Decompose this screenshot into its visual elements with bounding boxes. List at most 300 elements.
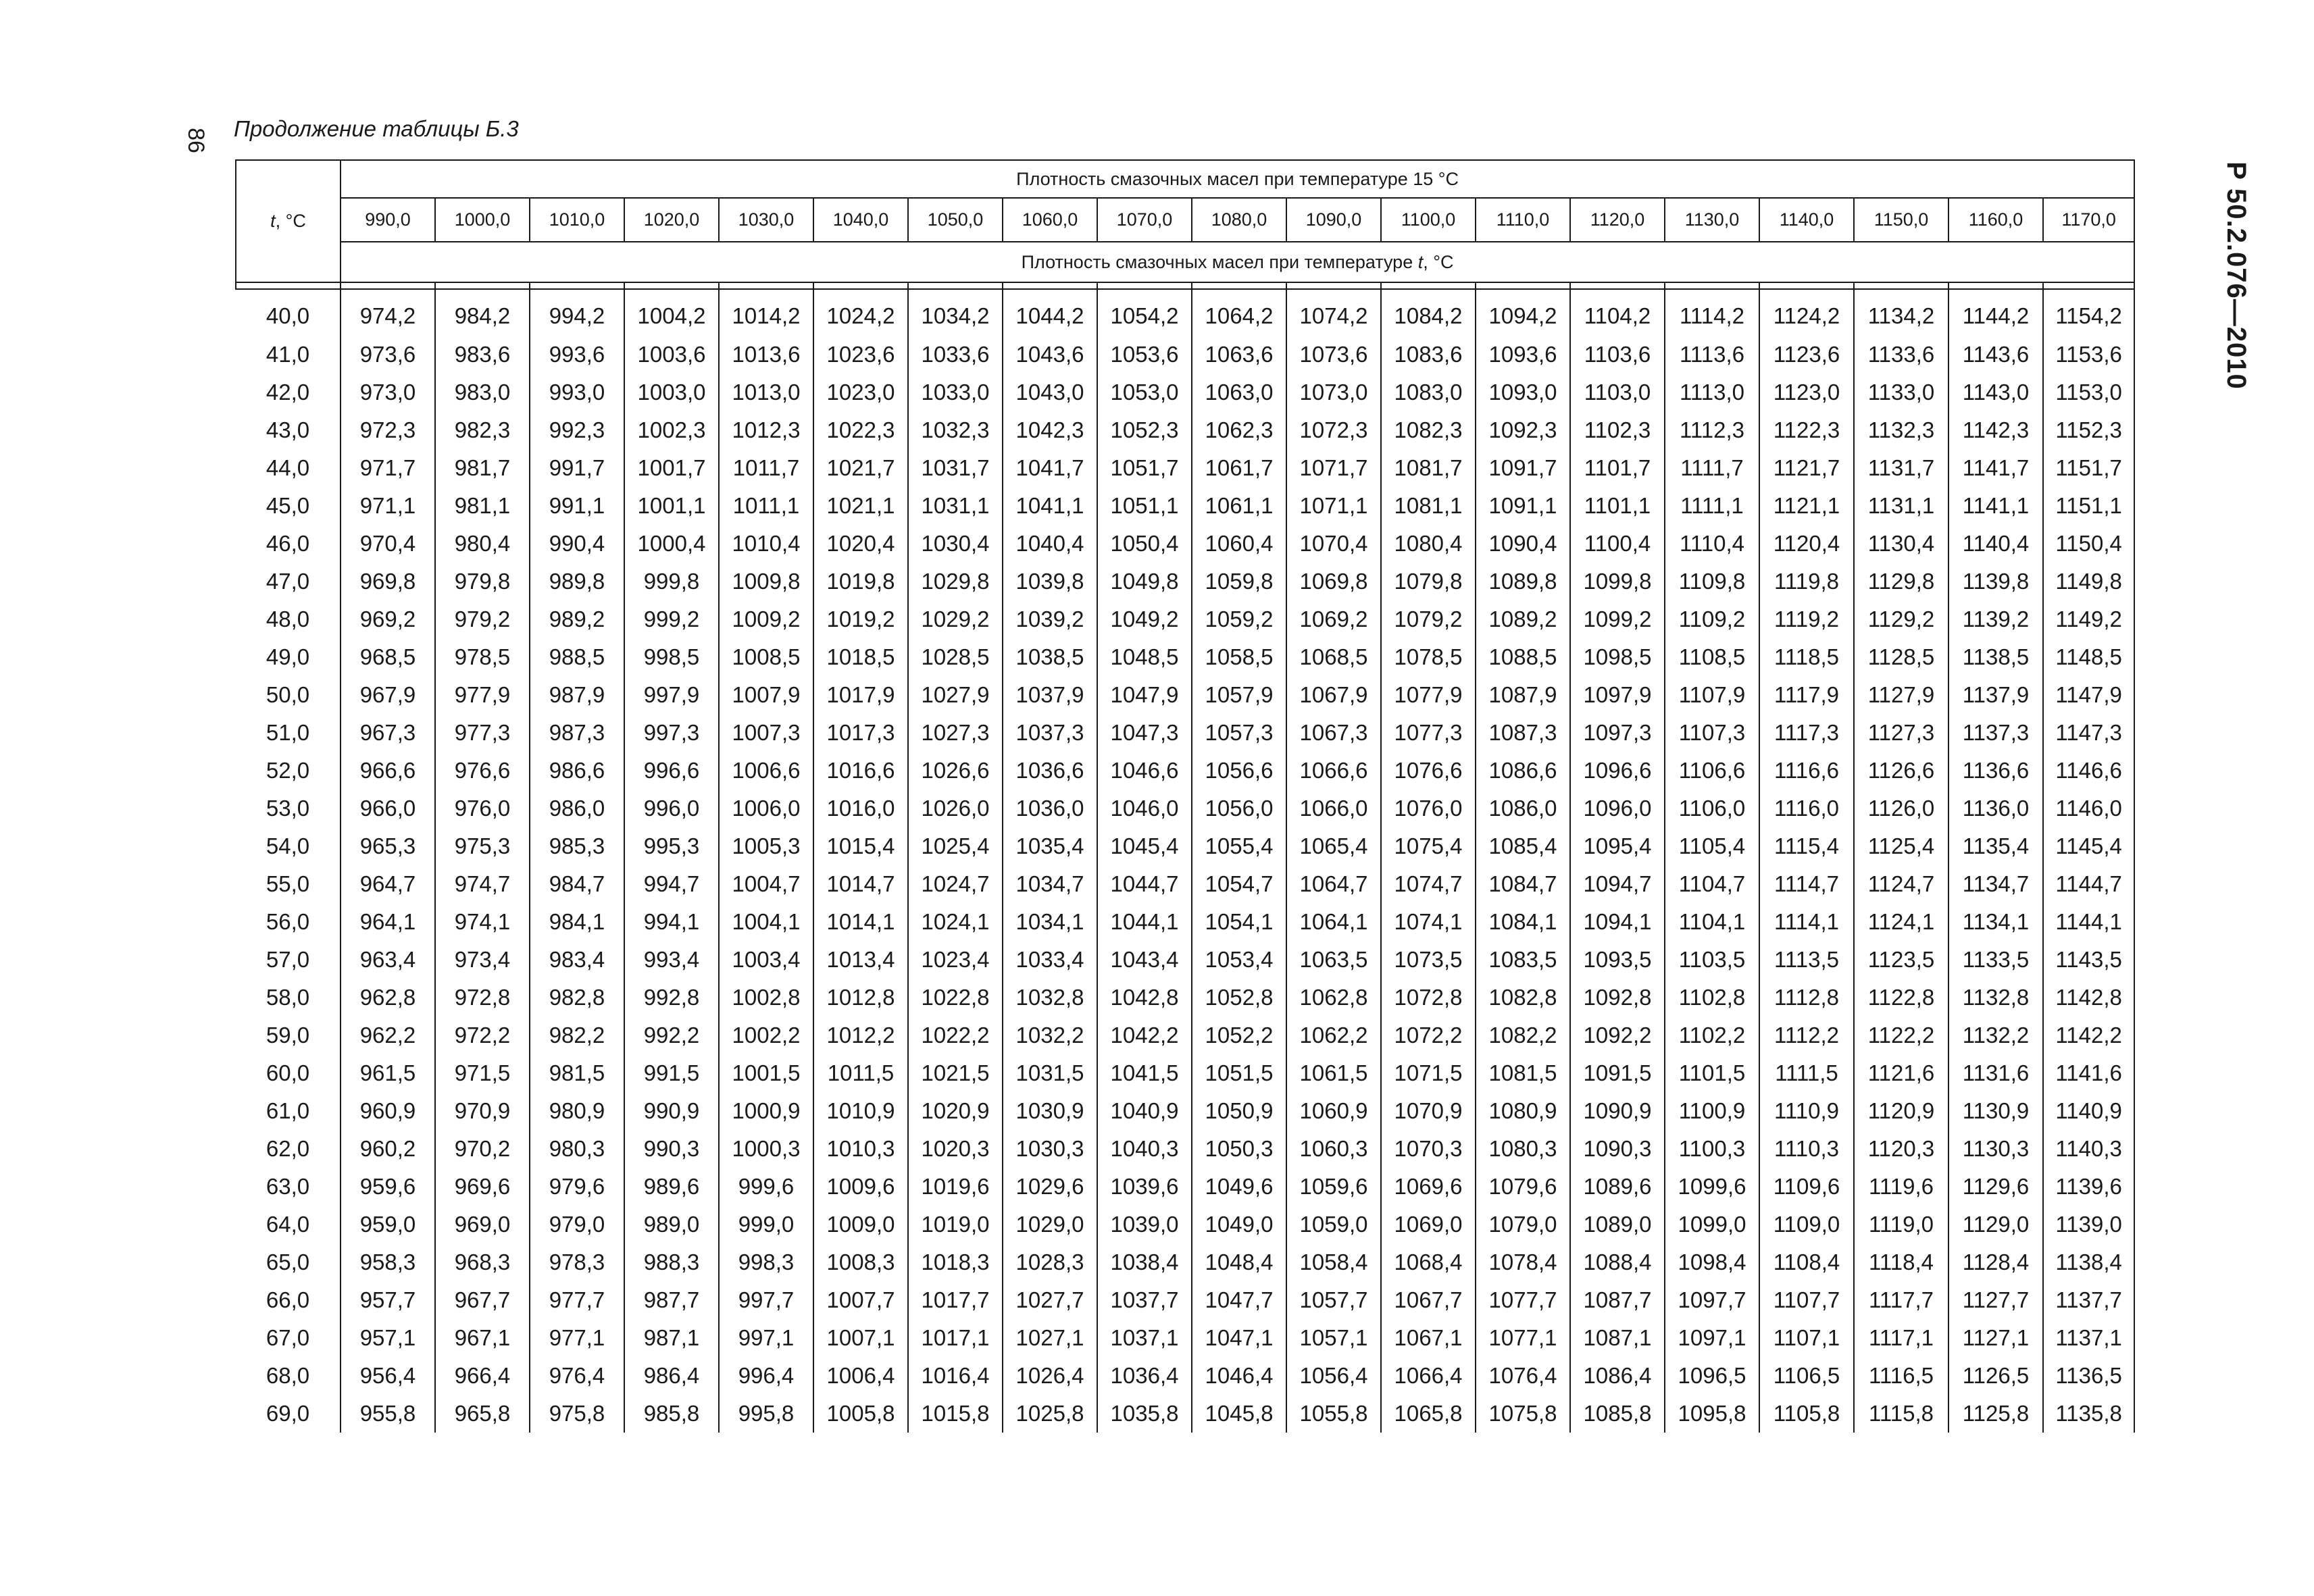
density-cell: 1023,4 (908, 941, 1003, 979)
density-cell: 1080,3 (1476, 1130, 1570, 1168)
density-cell: 1125,4 (1854, 827, 1948, 865)
density-cell: 1123,6 (1759, 336, 1854, 374)
density-cell: 1103,6 (1570, 336, 1665, 374)
density-cell: 1023,0 (813, 374, 908, 411)
temperature-cell: 49,0 (236, 638, 341, 676)
density-cell: 1049,6 (1192, 1168, 1286, 1206)
density-cell: 1020,4 (813, 525, 908, 563)
density-cell: 961,5 (341, 1054, 435, 1092)
density-cell: 1102,8 (1665, 979, 1759, 1016)
density-cell: 1041,5 (1097, 1054, 1192, 1092)
density-cell: 997,7 (719, 1281, 813, 1319)
density-cell: 1032,2 (1003, 1016, 1097, 1054)
density-cell: 1021,5 (908, 1054, 1003, 1092)
density-cell: 1100,9 (1665, 1092, 1759, 1130)
density-column-header: 1150,0 (1854, 198, 1948, 242)
temperature-cell: 50,0 (236, 676, 341, 714)
page-number: 86 (183, 128, 209, 153)
density-cell: 1050,3 (1192, 1130, 1286, 1168)
density-cell: 1044,7 (1097, 865, 1192, 903)
density-cell: 969,0 (435, 1206, 530, 1243)
density-cell: 1084,2 (1381, 289, 1476, 336)
density-cell: 1103,5 (1665, 941, 1759, 979)
density-cell: 1018,5 (813, 638, 908, 676)
density-cell: 1100,3 (1665, 1130, 1759, 1168)
density-cell: 1067,9 (1286, 676, 1381, 714)
density-cell: 995,3 (624, 827, 719, 865)
density-cell: 1027,9 (908, 676, 1003, 714)
density-cell: 1067,7 (1381, 1281, 1476, 1319)
density-cell: 1057,1 (1286, 1319, 1381, 1357)
density-cell: 1138,4 (2043, 1243, 2134, 1281)
density-cell: 1063,5 (1286, 941, 1381, 979)
density-cell: 1066,6 (1286, 752, 1381, 790)
density-cell: 1003,0 (624, 374, 719, 411)
table-row (236, 411, 2134, 449)
density-cell: 1037,3 (1003, 714, 1097, 752)
density-cell: 1001,1 (624, 487, 719, 525)
density-cell: 1131,7 (1854, 449, 1948, 487)
table-row (236, 600, 2134, 638)
density-cell: 995,8 (719, 1395, 813, 1433)
density-cell: 968,3 (435, 1243, 530, 1281)
density-cell: 1049,0 (1192, 1206, 1286, 1243)
density-cell: 1130,9 (1948, 1092, 2043, 1130)
density-column-header: 1030,0 (719, 198, 813, 242)
density-cell: 1006,4 (813, 1357, 908, 1395)
density-cell: 1070,3 (1381, 1130, 1476, 1168)
density-cell: 1017,1 (908, 1319, 1003, 1357)
density-cell: 973,4 (435, 941, 530, 979)
density-cell: 958,3 (341, 1243, 435, 1281)
density-cell: 1003,6 (624, 336, 719, 374)
density-cell: 1053,6 (1097, 336, 1192, 374)
density-cell: 978,5 (435, 638, 530, 676)
density-cell: 1000,9 (719, 1092, 813, 1130)
density-cell: 1013,6 (719, 336, 813, 374)
density-cell: 991,5 (624, 1054, 719, 1092)
density-cell: 996,0 (624, 790, 719, 827)
celsius-unit: , °C (275, 211, 306, 231)
density-column-headers (236, 198, 2134, 242)
density-cell: 1102,3 (1570, 411, 1665, 449)
density-cell: 1066,4 (1381, 1357, 1476, 1395)
separator-cell (1192, 282, 1286, 289)
density-cell: 1055,4 (1192, 827, 1286, 865)
density-cell: 1056,6 (1192, 752, 1286, 790)
density-cell: 1071,7 (1286, 449, 1381, 487)
density-cell: 1009,0 (813, 1206, 908, 1243)
density-cell: 1123,5 (1854, 941, 1948, 979)
density-cell: 987,3 (530, 714, 624, 752)
density-cell: 1086,0 (1476, 790, 1570, 827)
density-cell: 1112,8 (1759, 979, 1854, 1016)
density-cell: 1035,4 (1003, 827, 1097, 865)
density-cell: 1031,1 (908, 487, 1003, 525)
table-row (236, 1243, 2134, 1281)
separator-cell (236, 282, 341, 289)
density-cell: 1129,2 (1854, 600, 1948, 638)
density-cell: 1083,0 (1381, 374, 1476, 411)
temperature-column-header (236, 160, 341, 282)
density-cell: 1091,1 (1476, 487, 1570, 525)
density-cell: 1025,4 (908, 827, 1003, 865)
t-symbol: t (270, 211, 276, 231)
density-cell: 1026,4 (1003, 1357, 1097, 1395)
density-cell: 963,4 (341, 941, 435, 979)
density-cell: 1139,6 (2043, 1168, 2134, 1206)
density-t-header (341, 242, 2134, 282)
temperature-cell: 68,0 (236, 1357, 341, 1395)
density-cell: 1072,8 (1381, 979, 1476, 1016)
density-cell: 1076,0 (1381, 790, 1476, 827)
density-cell: 1107,7 (1759, 1281, 1854, 1319)
density-cell: 1093,5 (1570, 941, 1665, 979)
temperature-cell: 53,0 (236, 790, 341, 827)
density-column-header: 1080,0 (1192, 198, 1286, 242)
density-cell: 1047,7 (1192, 1281, 1286, 1319)
density-cell: 999,6 (719, 1168, 813, 1206)
density-cell: 1017,3 (813, 714, 908, 752)
density-cell: 1108,4 (1759, 1243, 1854, 1281)
density-cell: 980,9 (530, 1092, 624, 1130)
table-row (236, 790, 2134, 827)
density-cell: 1082,8 (1476, 979, 1570, 1016)
separator-cell (1476, 282, 1570, 289)
density-cell: 1143,6 (1948, 336, 2043, 374)
density-column-header: 1140,0 (1759, 198, 1854, 242)
density-cell: 1082,3 (1381, 411, 1476, 449)
density-cell: 1113,6 (1665, 336, 1759, 374)
density-cell: 1139,2 (1948, 600, 2043, 638)
density-cell: 1107,3 (1665, 714, 1759, 752)
density-cell: 1071,1 (1286, 487, 1381, 525)
density-cell: 1040,9 (1097, 1092, 1192, 1130)
table-row (236, 714, 2134, 752)
density-cell: 1022,3 (813, 411, 908, 449)
density-cell: 957,1 (341, 1319, 435, 1357)
density-cell: 1082,2 (1476, 1016, 1570, 1054)
density-cell: 1079,6 (1476, 1168, 1570, 1206)
density-cell: 1060,3 (1286, 1130, 1381, 1168)
density-cell: 1025,8 (1003, 1395, 1097, 1433)
density-cell: 1130,4 (1854, 525, 1948, 563)
density-cell: 1110,9 (1759, 1092, 1854, 1130)
density-cell: 1065,8 (1381, 1395, 1476, 1433)
density-cell: 1131,6 (1948, 1054, 2043, 1092)
density-cell: 1140,4 (1948, 525, 2043, 563)
density-cell: 974,1 (435, 903, 530, 941)
temperature-cell: 66,0 (236, 1281, 341, 1319)
table-row (236, 1357, 2134, 1395)
density-cell: 1007,3 (719, 714, 813, 752)
density-cell: 1017,7 (908, 1281, 1003, 1319)
density-cell: 1081,5 (1476, 1054, 1570, 1092)
density-cell: 970,9 (435, 1092, 530, 1130)
density-cell: 967,9 (341, 676, 435, 714)
header-separator (236, 282, 2134, 289)
density-cell: 1024,7 (908, 865, 1003, 903)
density-column-header: 1050,0 (908, 198, 1003, 242)
density-cell: 992,8 (624, 979, 719, 1016)
density-cell: 965,3 (341, 827, 435, 865)
density-cell: 1004,7 (719, 865, 813, 903)
density-cell: 1036,0 (1003, 790, 1097, 827)
density-cell: 1044,1 (1097, 903, 1192, 941)
density-cell: 1039,2 (1003, 600, 1097, 638)
density-cell: 1108,5 (1665, 638, 1759, 676)
density-table (235, 159, 2135, 1433)
density-cell: 994,1 (624, 903, 719, 941)
density-cell: 1137,7 (2043, 1281, 2134, 1319)
density-cell: 971,7 (341, 449, 435, 487)
density-cell: 960,9 (341, 1092, 435, 1130)
density-cell: 1104,2 (1570, 289, 1665, 336)
density-cell: 1097,7 (1665, 1281, 1759, 1319)
density-cell: 1134,1 (1948, 903, 2043, 941)
density-cell: 1051,7 (1097, 449, 1192, 487)
density-cell: 989,8 (530, 563, 624, 600)
density-cell: 1077,7 (1476, 1281, 1570, 1319)
density-cell: 1101,5 (1665, 1054, 1759, 1092)
density-cell: 1124,7 (1854, 865, 1948, 903)
density-cell: 1111,5 (1759, 1054, 1854, 1092)
density-cell: 1011,7 (719, 449, 813, 487)
density-cell: 1089,0 (1570, 1206, 1665, 1243)
density-cell: 1087,7 (1570, 1281, 1665, 1319)
density-cell: 1105,4 (1665, 827, 1759, 865)
density-cell: 1012,2 (813, 1016, 908, 1054)
density-cell: 971,1 (341, 487, 435, 525)
density-cell: 1019,8 (813, 563, 908, 600)
density-cell: 1115,4 (1759, 827, 1854, 865)
density-cell: 1077,3 (1381, 714, 1476, 752)
density-cell: 1107,1 (1759, 1319, 1854, 1357)
density-cell: 1060,9 (1286, 1092, 1381, 1130)
density-cell: 1133,6 (1854, 336, 1948, 374)
density-cell: 1129,0 (1948, 1206, 2043, 1243)
density-cell: 1151,1 (2043, 487, 2134, 525)
density-column-header: 1000,0 (435, 198, 530, 242)
density-cell: 1150,4 (2043, 525, 2134, 563)
density-cell: 1020,3 (908, 1130, 1003, 1168)
density-cell: 986,6 (530, 752, 624, 790)
density-cell: 1087,9 (1476, 676, 1570, 714)
density-cell: 1117,7 (1854, 1281, 1948, 1319)
density-column-header: 1160,0 (1948, 198, 2043, 242)
density-cell: 1096,0 (1570, 790, 1665, 827)
density-cell: 1093,0 (1476, 374, 1570, 411)
temperature-cell: 57,0 (236, 941, 341, 979)
density-cell: 1064,7 (1286, 865, 1381, 903)
density-cell: 1007,9 (719, 676, 813, 714)
density-cell: 1033,0 (908, 374, 1003, 411)
density-cell: 966,6 (341, 752, 435, 790)
density-cell: 1000,3 (719, 1130, 813, 1168)
table-row (236, 1092, 2134, 1130)
density-cell: 967,1 (435, 1319, 530, 1357)
density-cell: 1091,7 (1476, 449, 1570, 487)
density-cell: 1073,0 (1286, 374, 1381, 411)
density-cell: 1004,1 (719, 903, 813, 941)
table-row (236, 336, 2134, 374)
density-cell: 1109,8 (1665, 563, 1759, 600)
density-cell: 1073,6 (1286, 336, 1381, 374)
density-cell: 1128,5 (1854, 638, 1948, 676)
density-cell: 1136,0 (1948, 790, 2043, 827)
density-cell: 993,6 (530, 336, 624, 374)
document-code: Р 50.2.076—2010 (2221, 161, 2252, 390)
density-column-header: 1020,0 (624, 198, 719, 242)
density-cell: 1014,2 (719, 289, 813, 336)
density-cell: 1152,3 (2043, 411, 2134, 449)
density-cell: 1136,6 (1948, 752, 2043, 790)
density-cell: 1143,5 (2043, 941, 2134, 979)
density-cell: 1037,9 (1003, 676, 1097, 714)
density-cell: 1010,4 (719, 525, 813, 563)
table-row (236, 1281, 2134, 1319)
density-cell: 1046,4 (1192, 1357, 1286, 1395)
density-cell: 1094,7 (1570, 865, 1665, 903)
table-row (236, 752, 2134, 790)
table-row (236, 1319, 2134, 1357)
density-cell: 979,6 (530, 1168, 624, 1206)
separator-cell (813, 282, 908, 289)
density-column-header: 1070,0 (1097, 198, 1192, 242)
density-cell: 1126,0 (1854, 790, 1948, 827)
density-cell: 1109,6 (1759, 1168, 1854, 1206)
density-cell: 983,0 (435, 374, 530, 411)
density-cell: 1035,8 (1097, 1395, 1192, 1433)
density-cell: 1041,1 (1003, 487, 1097, 525)
density-cell: 1050,9 (1192, 1092, 1286, 1130)
density-cell: 1067,1 (1381, 1319, 1476, 1357)
temperature-cell: 45,0 (236, 487, 341, 525)
density-cell: 1083,6 (1381, 336, 1476, 374)
density-cell: 1064,2 (1192, 289, 1286, 336)
table-row (236, 1206, 2134, 1243)
density-cell: 1034,2 (908, 289, 1003, 336)
density-cell: 1149,2 (2043, 600, 2134, 638)
density-cell: 1030,4 (908, 525, 1003, 563)
density-cell: 1061,7 (1192, 449, 1286, 487)
density-cell: 1122,8 (1854, 979, 1948, 1016)
density-cell: 1013,0 (719, 374, 813, 411)
density-cell: 1052,2 (1192, 1016, 1286, 1054)
density-cell: 1005,8 (813, 1395, 908, 1433)
separator-cell (1003, 282, 1097, 289)
density-cell: 1096,6 (1570, 752, 1665, 790)
density-cell: 1011,1 (719, 487, 813, 525)
density-cell: 1043,0 (1003, 374, 1097, 411)
density-cell: 1070,9 (1381, 1092, 1476, 1130)
density-cell: 1122,3 (1759, 411, 1854, 449)
density-cell: 1127,1 (1948, 1319, 2043, 1357)
density-cell: 1029,8 (908, 563, 1003, 600)
density-cell: 1107,9 (1665, 676, 1759, 714)
density-cell: 991,1 (530, 487, 624, 525)
density-cell: 1001,5 (719, 1054, 813, 1092)
temperature-cell: 61,0 (236, 1092, 341, 1130)
density-cell: 1027,7 (1003, 1281, 1097, 1319)
temperature-cell: 54,0 (236, 827, 341, 865)
density-cell: 997,1 (719, 1319, 813, 1357)
table-row (236, 563, 2134, 600)
density-cell: 1080,9 (1476, 1092, 1570, 1130)
density-cell: 1027,3 (908, 714, 1003, 752)
density-cell: 1086,4 (1570, 1357, 1665, 1395)
density-cell: 1124,1 (1854, 903, 1948, 941)
density-cell: 987,9 (530, 676, 624, 714)
density-cell: 1015,8 (908, 1395, 1003, 1433)
density-cell: 1071,5 (1381, 1054, 1476, 1092)
table-row (236, 1395, 2134, 1433)
celsius-unit: , °C (1423, 251, 1454, 272)
density-cell: 1034,1 (1003, 903, 1097, 941)
table-row (236, 638, 2134, 676)
separator-cell (341, 282, 435, 289)
density-cell: 1133,0 (1854, 374, 1948, 411)
density-cell: 1045,8 (1192, 1395, 1286, 1433)
separator-cell (908, 282, 1003, 289)
density-cell: 1092,2 (1570, 1016, 1665, 1054)
density-cell: 1015,4 (813, 827, 908, 865)
density-cell: 989,0 (624, 1206, 719, 1243)
density-cell: 1009,2 (719, 600, 813, 638)
density-cell: 1139,0 (2043, 1206, 2134, 1243)
density-cell: 1039,8 (1003, 563, 1097, 600)
density-cell: 1097,9 (1570, 676, 1665, 714)
density-cell: 1048,5 (1097, 638, 1192, 676)
table-row (236, 827, 2134, 865)
table-row (236, 676, 2134, 714)
density-cell: 1074,2 (1286, 289, 1381, 336)
density-cell: 1042,3 (1003, 411, 1097, 449)
density-cell: 1058,5 (1192, 638, 1286, 676)
density-cell: 1029,0 (1003, 1206, 1097, 1243)
density-cell: 989,6 (624, 1168, 719, 1206)
density-cell: 1102,2 (1665, 1016, 1759, 1054)
density-cell: 1132,8 (1948, 979, 2043, 1016)
density-cell: 967,7 (435, 1281, 530, 1319)
density-cell: 973,6 (341, 336, 435, 374)
density-cell: 964,1 (341, 903, 435, 941)
density-cell: 1026,6 (908, 752, 1003, 790)
separator-cell (1854, 282, 1948, 289)
density-cell: 1127,7 (1948, 1281, 2043, 1319)
density-cell: 998,3 (719, 1243, 813, 1281)
density-cell: 1151,7 (2043, 449, 2134, 487)
density-cell: 975,3 (435, 827, 530, 865)
density-cell: 1053,0 (1097, 374, 1192, 411)
density-cell: 1126,5 (1948, 1357, 2043, 1395)
density-cell: 1045,4 (1097, 827, 1192, 865)
density-cell: 1148,5 (2043, 638, 2134, 676)
density-cell: 1078,5 (1381, 638, 1476, 676)
density-cell: 1068,5 (1286, 638, 1381, 676)
density-cell: 966,0 (341, 790, 435, 827)
density-column-header: 1100,0 (1381, 198, 1476, 242)
density-cell: 1135,4 (1948, 827, 2043, 865)
density-cell: 1059,6 (1286, 1168, 1381, 1206)
density-cell: 1129,6 (1948, 1168, 2043, 1206)
density-cell: 1101,7 (1570, 449, 1665, 487)
density-cell: 1005,3 (719, 827, 813, 865)
density-cell: 1029,2 (908, 600, 1003, 638)
density-cell: 957,7 (341, 1281, 435, 1319)
density-cell: 1116,6 (1759, 752, 1854, 790)
density-cell: 1116,5 (1854, 1357, 1948, 1395)
